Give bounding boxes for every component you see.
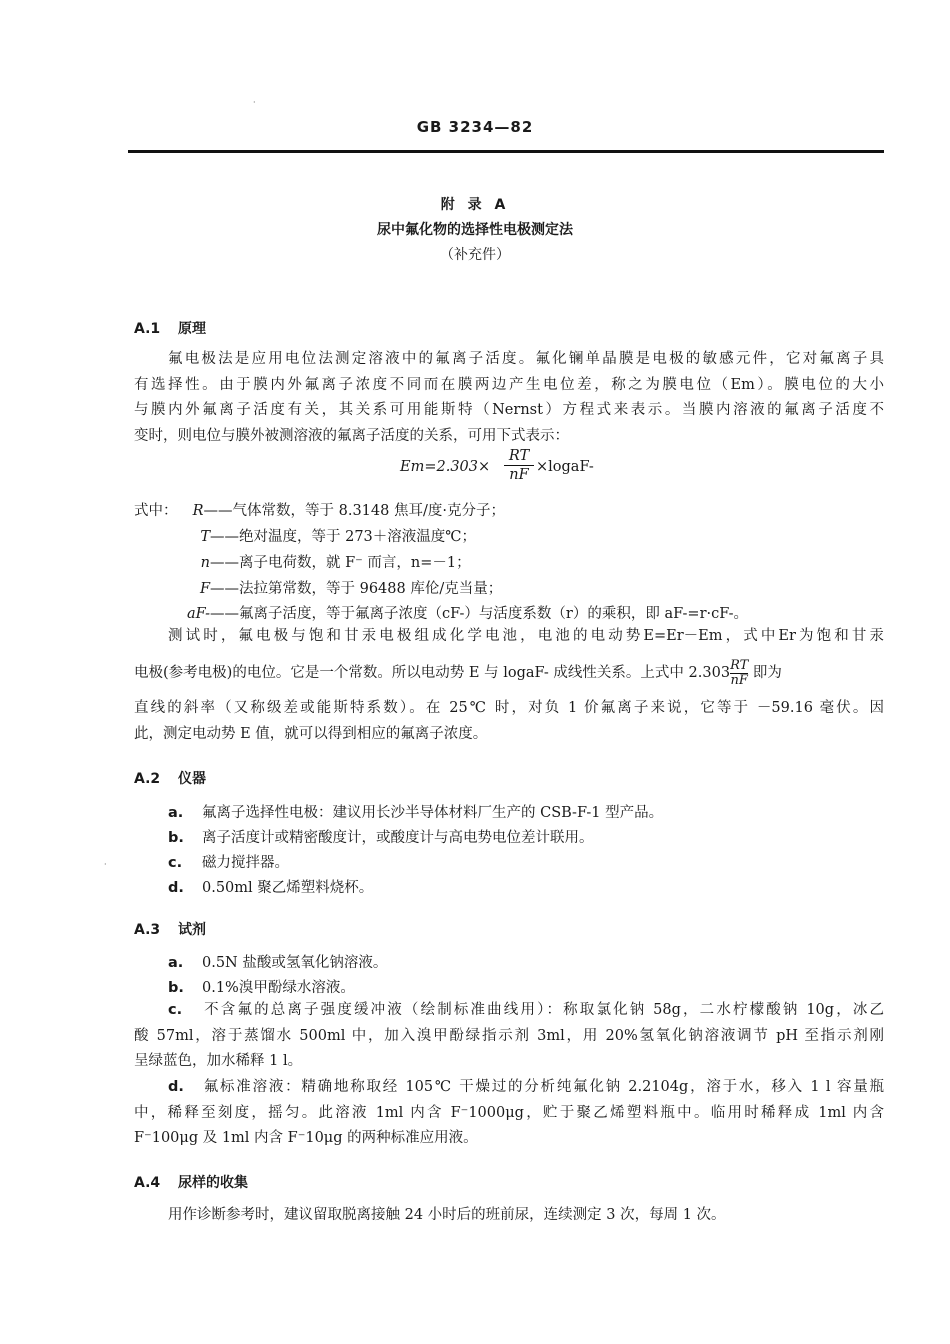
item-text: 0.5N 盐酸或氢氧化钠溶液。 [202, 955, 388, 971]
symbol: aF- [187, 606, 210, 622]
item-text: 磁力搅拌器。 [202, 855, 289, 871]
item-label: d. [168, 1079, 184, 1095]
section-heading-a1 [134, 318, 206, 338]
item-label: b. [168, 980, 184, 996]
item-text: 离子活度计或精密酸度计，或酸度计与高电势电位差计联用。 [202, 830, 594, 846]
list-item-line [168, 1078, 884, 1096]
appendix-subtitle: 尿中氟化物的选择性电极测定法 [377, 222, 573, 238]
symbol-description: ——氟离子活度，等于氟离子浓度（cF-）与活度系数（r）的乘积，即 aF-=r·cF-。 [210, 606, 749, 622]
section-number: A.3 [134, 922, 161, 938]
paragraph-line: 测试时，氟电极与饱和甘汞电极组成化学电池，电池的电动势E=Er－Em，式中Er为饱和甘汞 [168, 628, 884, 644]
item-label: a. [168, 805, 184, 821]
item-label: b. [168, 830, 184, 846]
symbol-row [134, 602, 748, 623]
paragraph-line: 用作诊断参考时，建议留取脱离接触 24 小时后的班前尿，连续测定 3 次，每周 1 次。 [168, 1207, 726, 1223]
where-label: 式中： [134, 503, 178, 519]
section-title: 试剂 [178, 922, 206, 938]
section-number: A.2 [134, 771, 161, 787]
equation-right: ×logaF- [536, 459, 594, 475]
list-item [168, 801, 663, 822]
scan-speck: · [104, 860, 107, 869]
symbol-description: ——气体常数，等于 8.3148 焦耳/度·克分子； [203, 503, 505, 519]
symbol: T [200, 529, 210, 545]
item-label: d. [168, 880, 184, 896]
list-item-line: 酸 57ml，溶于蒸馏水 500ml 中，加入溴甲酚绿指示剂 3ml，用 20%氢氧化钠溶液调节 pH 至指示剂刚 [134, 1028, 884, 1044]
list-item-line: 呈绿蓝色，加水稀释 1 l。 [134, 1053, 303, 1069]
list-item [168, 826, 594, 847]
header-rule [128, 150, 884, 153]
item-text: 氟离子选择性电极：建议用长沙半导体材料厂生产的 CSB-F-1 型产品。 [202, 805, 664, 821]
paragraph-line: 变时，则电位与膜外被测溶液的氟离子活度的关系，可用下式表示： [134, 428, 569, 444]
appendix-note: （补充件） [440, 247, 510, 263]
paragraph-text: 即为 [748, 665, 782, 681]
symbol-description: ——绝对温度，等于 273＋溶液温度℃； [210, 529, 477, 545]
symbol-row [134, 577, 502, 598]
fraction-bar [504, 465, 534, 466]
section-title: 仪器 [178, 771, 206, 787]
symbol-description: ——离子电荷数，就 F⁻ 而言，n=－1； [210, 555, 471, 571]
symbol-row [134, 499, 505, 520]
section-title: 尿样的收集 [178, 1175, 248, 1191]
paragraph-line: 此，测定电动势 E 值，就可以得到相应的氟离子浓度。 [134, 726, 488, 742]
item-text: 0.50ml 聚乙烯塑料烧杯。 [202, 880, 374, 896]
list-item-line: F⁻100μg 及 1ml 内含 F⁻10μg 的两种标准应用液。 [134, 1130, 478, 1146]
list-item [168, 951, 387, 972]
section-number: A.4 [134, 1175, 161, 1191]
paragraph-line: 与膜内外氟离子活度有关，其关系可用能斯特（Nernst）方程式来表示。当膜内溶液的氟离子活度不 [134, 402, 884, 418]
paragraph-line: 有选择性。由于膜内外氟离子浓度不同而在膜两边产生电位差，称之为膜电位（Em）。膜电位的大小 [134, 377, 884, 393]
paragraph-line: 氟电极法是应用电位法测定溶液中的氟离子活度。氟化镧单晶膜是电极的敏感元件，它对氟离子具 [168, 351, 884, 367]
symbol: R [192, 503, 204, 519]
symbol-description: ——法拉第常数，等于 96488 库伦/克当量； [210, 581, 503, 597]
list-item-line [168, 1001, 884, 1019]
equation-fraction [504, 448, 534, 483]
inline-fraction [730, 659, 748, 688]
list-item [168, 876, 373, 897]
section-heading-a4 [134, 1172, 248, 1192]
section-heading-a2 [134, 768, 206, 788]
paragraph-line: 直线的斜率（又称级差或能斯特系数）。在 25℃ 时，对负 1 价氟离子来说，它等于 －59.16 毫伏。因 [134, 700, 884, 716]
fraction-numerator: RT [508, 448, 530, 464]
scan-speck: · [253, 98, 256, 107]
paragraph-line-with-fraction [134, 658, 884, 688]
item-text: 氟标准溶液：精确地称取经 105℃ 干燥过的分析纯氟化钠 2.2104g，溶于水，移入 1 l 容量瓶 [202, 1079, 884, 1095]
paragraph-text: 电极(参考电极)的电位。它是一个常数。所以电动势 E 与 logaF- 成线性关系。上式中 2.303 [134, 665, 731, 681]
section-number: A.1 [134, 321, 161, 337]
section-heading-a3 [134, 919, 206, 939]
appendix-title: 附 录 A [440, 197, 510, 213]
item-label: c. [168, 855, 183, 871]
fraction-denominator: nF [509, 467, 529, 483]
fraction-numerator: RT [730, 657, 749, 673]
list-item [168, 976, 355, 997]
symbol-row [134, 551, 471, 572]
item-label: c. [168, 1002, 183, 1018]
symbol-row [134, 525, 476, 546]
list-item-line: 中，稀释至刻度，摇匀。此溶液 1ml 内含 F⁻1000μg，贮于聚乙烯塑料瓶中。临用时稀释成 1ml 内含 [134, 1105, 884, 1121]
item-label: a. [168, 955, 184, 971]
nernst-equation [400, 448, 620, 488]
list-item [168, 851, 289, 872]
equation-left: Em=2.303× [400, 459, 491, 475]
symbol: F [199, 581, 210, 597]
item-text: 0.1%溴甲酚绿水溶液。 [202, 980, 355, 996]
symbol: n [200, 555, 210, 571]
document-code: GB 3234—82 [416, 118, 534, 136]
fraction-denominator: nF [730, 672, 748, 688]
item-text: 不含氟的总离子强度缓冲液（绘制标准曲线用）：称取氯化钠 58g，二水柠檬酸钠 10g，冰乙 [202, 1002, 884, 1018]
section-title: 原理 [178, 321, 206, 337]
